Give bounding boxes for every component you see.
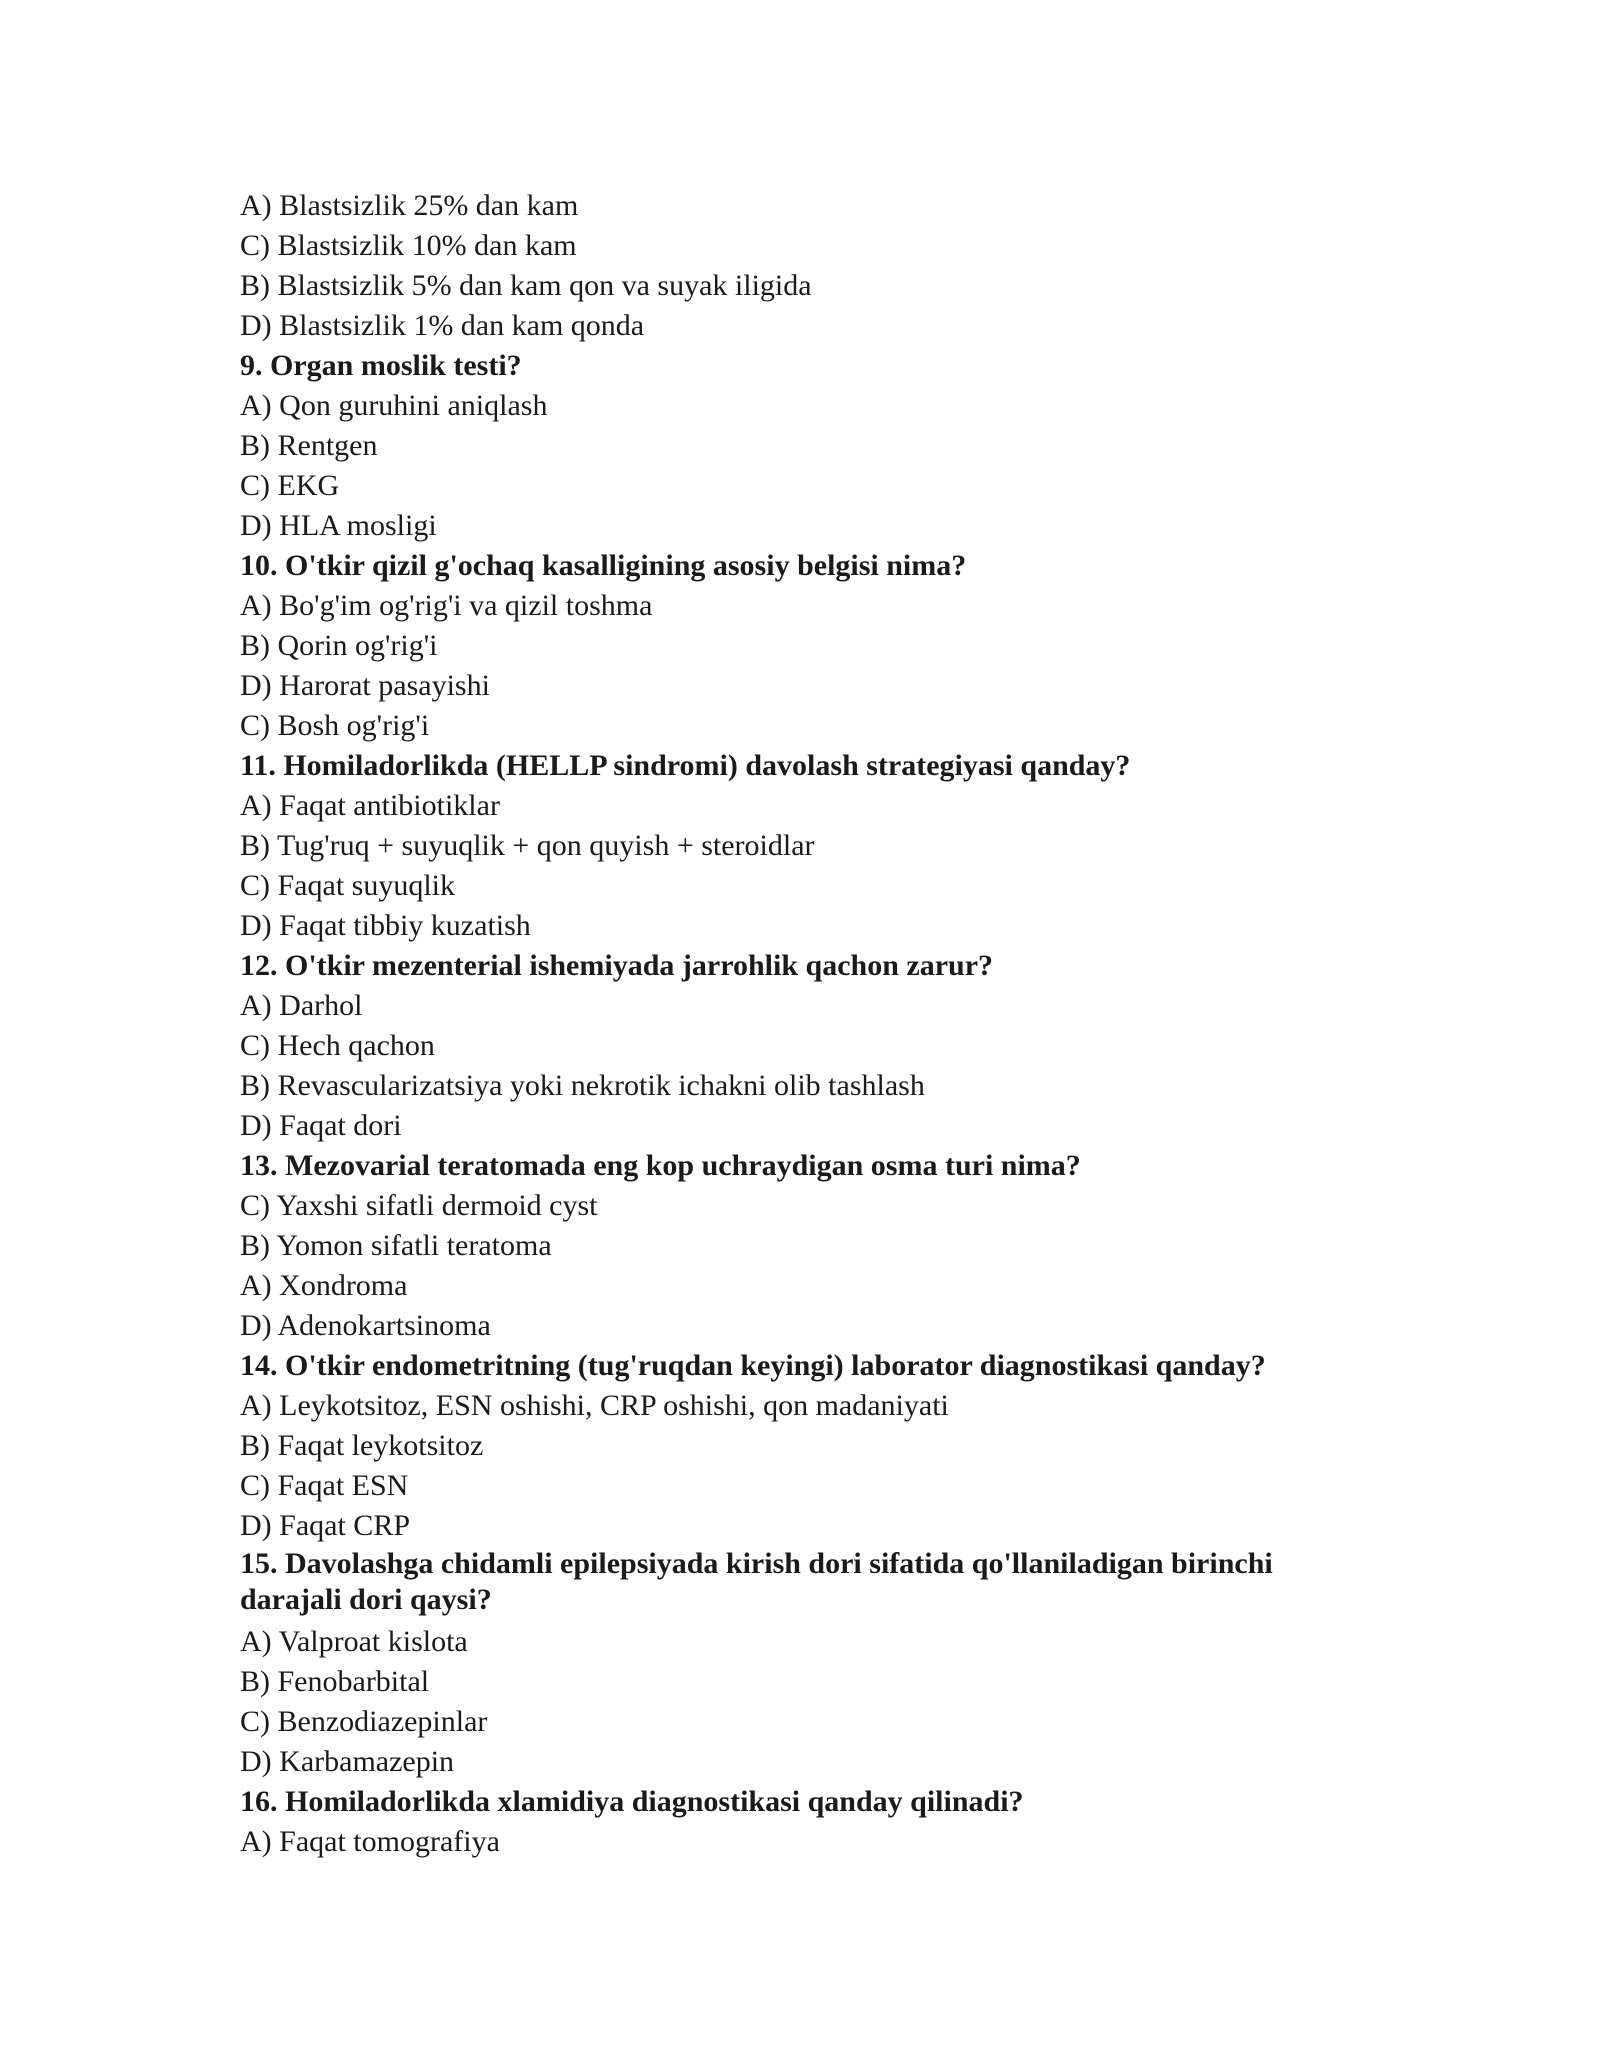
answer-option: B) Fenobarbital xyxy=(240,1665,430,1698)
answer-option: C) Blastsizlik 10% dan kam xyxy=(240,229,577,262)
answer-option: D) Adenokartsinoma xyxy=(240,1309,491,1342)
question-heading: 9. Organ moslik testi? xyxy=(240,349,522,382)
answer-option: D) HLA mosligi xyxy=(240,509,437,542)
answer-option: A) Leykotsitoz, ESN oshishi, CRP oshishi, qon madaniyati xyxy=(240,1389,949,1422)
answer-option: D) Faqat dori xyxy=(240,1109,402,1142)
answer-option: A) Qon guruhini aniqlash xyxy=(240,389,548,422)
answer-option: C) Faqat ESN xyxy=(240,1469,409,1502)
answer-option: A) Blastsizlik 25% dan kam xyxy=(240,189,579,222)
answer-option: B) Faqat leykotsitoz xyxy=(240,1429,484,1462)
answer-option: C) Yaxshi sifatli dermoid cyst xyxy=(240,1189,598,1222)
answer-option: B) Tug'ruq + suyuqlik + qon quyish + steroidlar xyxy=(240,829,815,862)
answer-option: C) EKG xyxy=(240,469,340,502)
question-heading: 15. Davolashga chidamli epilepsiyada kirish dori sifatida qo'llaniladigan birinchi darajali dori qaysi? xyxy=(240,1547,1273,1616)
question-heading: 14. O'tkir endometritning (tug'ruqdan keyingi) laborator diagnostikasi qanday? xyxy=(240,1349,1266,1382)
question-heading: 13. Mezovarial teratomada eng kop uchraydigan osma turi nima? xyxy=(240,1149,1081,1182)
answer-option: A) Bo'g'im og'rig'i va qizil toshma xyxy=(240,589,653,622)
answer-option: B) Blastsizlik 5% dan kam qon va suyak iligida xyxy=(240,269,812,302)
answer-option: D) Faqat CRP xyxy=(240,1509,411,1542)
answer-option: A) Xondroma xyxy=(240,1269,408,1302)
question-heading: 10. O'tkir qizil g'ochaq kasalligining asosiy belgisi nima? xyxy=(240,549,967,582)
question-heading: 12. O'tkir mezenterial ishemiyada jarrohlik qachon zarur? xyxy=(240,949,994,982)
answer-option: A) Valproat kislota xyxy=(240,1625,468,1658)
answer-option: B) Yomon sifatli teratoma xyxy=(240,1229,552,1262)
answer-option: B) Revascularizatsiya yoki nekrotik ichakni olib tashlash xyxy=(240,1069,925,1102)
answer-option: C) Bosh og'rig'i xyxy=(240,709,430,742)
answer-option: C) Benzodiazepinlar xyxy=(240,1705,488,1738)
question-heading: 11. Homiladorlikda (HELLP sindromi) davolash strategiyasi qanday? xyxy=(240,749,1131,782)
answer-option: B) Rentgen xyxy=(240,429,378,462)
answer-option: C) Hech qachon xyxy=(240,1029,435,1062)
answer-option: D) Blastsizlik 1% dan kam qonda xyxy=(240,309,645,342)
answer-option: A) Faqat tomografiya xyxy=(240,1825,500,1858)
answer-option: B) Qorin og'rig'i xyxy=(240,629,438,662)
answer-option: A) Faqat antibiotiklar xyxy=(240,789,500,822)
answer-option: D) Faqat tibbiy kuzatish xyxy=(240,909,531,942)
answer-option: D) Karbamazepin xyxy=(240,1745,455,1778)
answer-option: C) Faqat suyuqlik xyxy=(240,869,455,902)
answer-option: D) Harorat pasayishi xyxy=(240,669,490,702)
question-heading: 16. Homiladorlikda xlamidiya diagnostikasi qanday qilinadi? xyxy=(240,1785,1024,1818)
answer-option: A) Darhol xyxy=(240,989,363,1022)
document-page xyxy=(240,186,1370,1862)
